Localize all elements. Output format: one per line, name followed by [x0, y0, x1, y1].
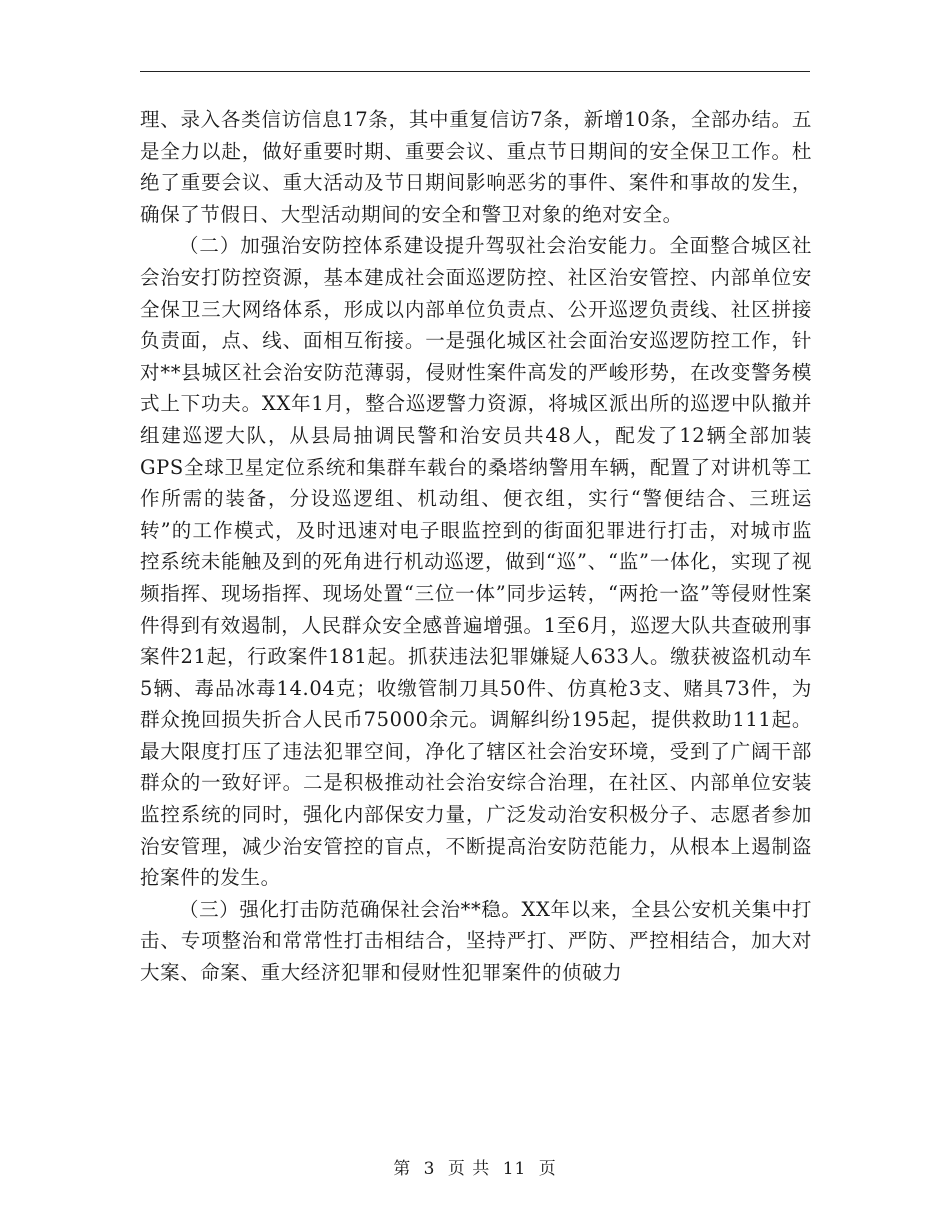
footer-middle: 页 共 [447, 1159, 491, 1179]
footer-total-pages: 11 [502, 1159, 527, 1179]
paragraph-continuation: 理、录入各类信访信息17条，其中重复信访7条，新增10条，全部办结。五是全力以赴，做好重要时期、重要会议、重点节日期间的安全保卫工作。杜绝了重要会议、重大活动及节日期间影响恶劣的事件、案件和事故的发生，确保了节假日、大型活动期间的安全和警卫对象的绝对安全。 [140, 108, 812, 226]
footer-current-page: 3 [423, 1159, 436, 1179]
document-body [140, 104, 812, 989]
page-footer [0, 1154, 950, 1179]
footer-suffix: 页 [538, 1159, 557, 1179]
footer-prefix: 第 [393, 1159, 412, 1179]
header-rule [140, 71, 810, 72]
paragraph-section-2: （二）加强治安防控体系建设提升驾驭社会治安能力。全面整合城区社会治安打防控资源，基本建成社会面巡逻防控、社区治安管控、内部单位安全保卫三大网络体系，形成以内部单位负责点、公开巡逻负责线、社区拼接负责面，点、线、面相互衔接。一是强化城区社会面治安巡逻防控工作，针对**县城区社会治安防范薄弱，侵财性案件高发的严峻形势，在改变警务模式上下功夫。XX年1月，整合巡逻警力资源，将城区派出所的巡逻中队撤并组建巡逻大队，从县局抽调民警和治安员共48人，配发了12辆全部加装GPS全球卫星定位系统和集群车载台的桑塔纳警用车辆，配置了对讲机等工作所需的装备，分设巡逻组、机动组、便衣组，实行“警便结合、三班运转”的工作模式，及时迅速对电子眼监控到的街面犯罪进行打击，对城市监控系统未能触及到的死角进行机动巡逻，做到“巡”、“监”一体化，实现了视频指挥、现场指挥、现场处置“三位一体”同步运转，“两抢一盗”等侵财性案件得到有效遏制，人民群众安全感普遍增强。1至6月，巡逻大队共查破刑事案件21起，行政案件181起。抓获违法犯罪嫌疑人633人。缴获被盗机动车5辆、毒品冰毒14.04克；收缴管制刀具50件、仿真枪3支、赌具73件，为群众挽回损失折合人民币75000余元。调解纠纷195起，提供救助111起。最大限度打压了违法犯罪空间，净化了辖区社会治安环境，受到了广阔干部群众的一致好评。二是积极推动社会治安综合治理，在社区、内部单位安装监控系统的同时，强化内部保安力量，广泛发动治安积极分子、志愿者参加治安管理，减少治安管控的盲点，不断提高治安防范能力，从根本上遏制盗抢案件的发生。 [140, 234, 812, 890]
paragraph-section-3: （三）强化打击防范确保社会治**稳。XX年以来，全县公安机关集中打击、专项整治和常常性打击相结合，坚持严打、严防、严控相结合，加大对大案、命案、重大经济犯罪和侵财性犯罪案件的侦破力 [140, 897, 812, 985]
